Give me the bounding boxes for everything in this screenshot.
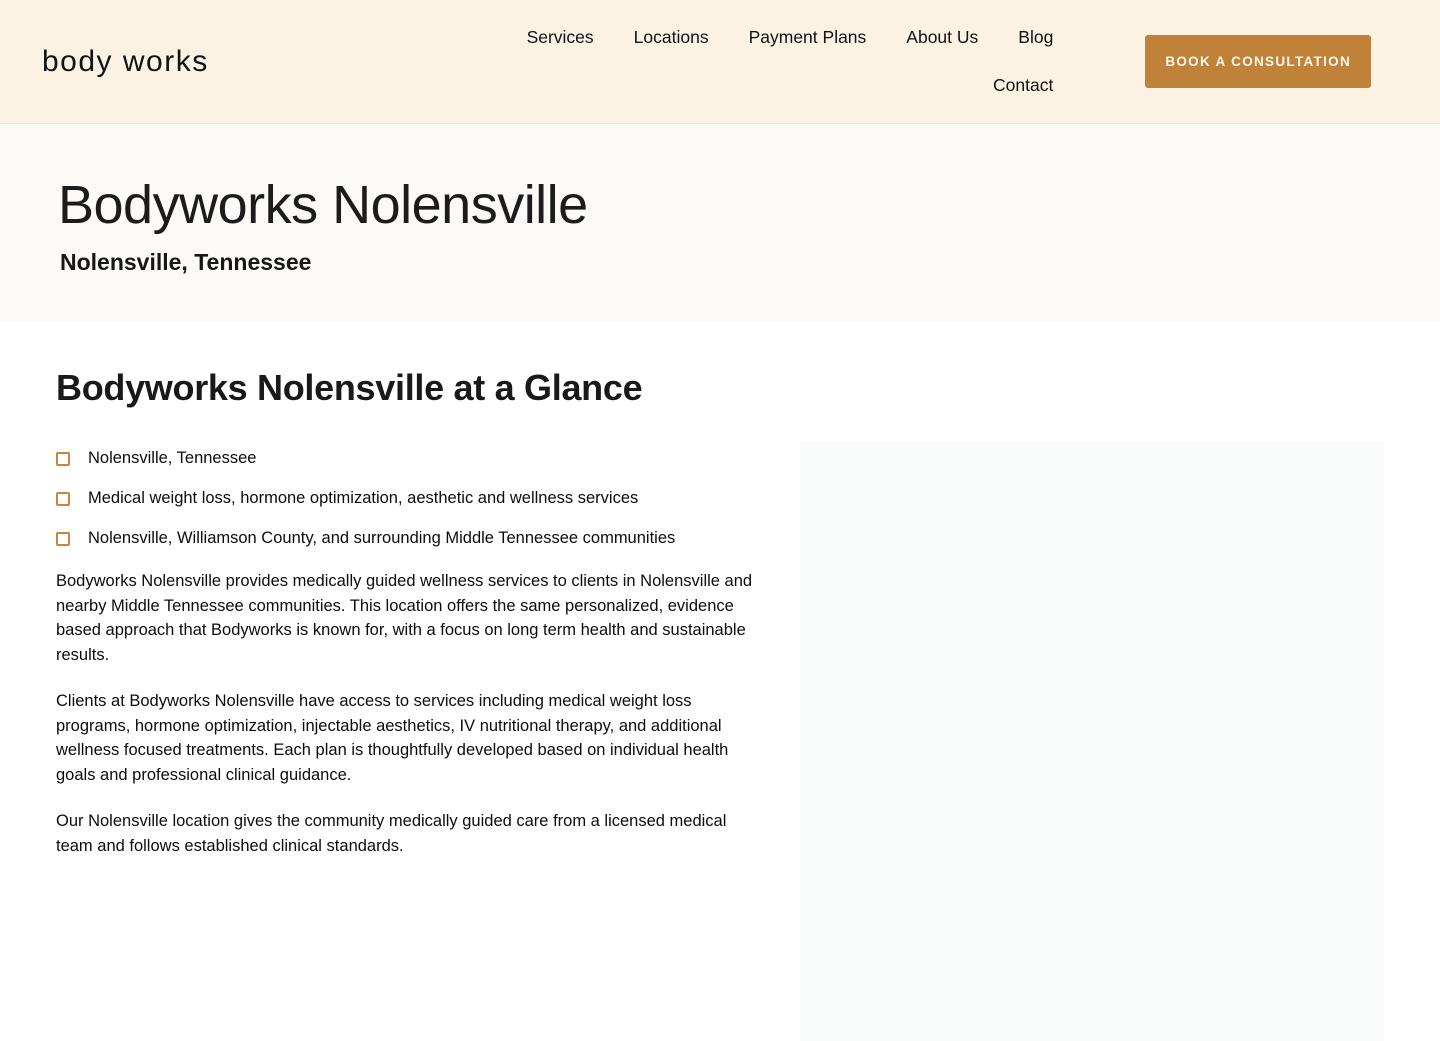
- description-text: [56, 569, 764, 858]
- content-columns: [56, 441, 1384, 1041]
- text-column: [56, 441, 764, 1041]
- nav-item-about-us[interactable]: About Us: [906, 27, 979, 47]
- list-item: [56, 489, 764, 508]
- list-item: [56, 529, 764, 548]
- nav-item-contact[interactable]: Contact: [993, 75, 1054, 95]
- paragraph: Clients at Bodyworks Nolensville have access to services including medical weight loss programs, hormone optimization, injectable aesthetics, IV nutritional therapy, and additional wellness focused treatments. Each plan is thoughtfully developed based on individual health goals and professional clinical guidance.: [56, 692, 729, 784]
- nav-item-locations[interactable]: Locations: [633, 27, 709, 47]
- paragraph: Bodyworks Nolensville provides medically guided wellness services to clients in Nolensville and nearby Middle Tennessee communities. This location offers the same personalized, evidence based approach that Bodyworks is known for, with a focus on long term health and sustainable results.: [56, 572, 753, 664]
- checkbox-icon: [56, 532, 70, 546]
- nav-item-payment-plans[interactable]: Payment Plans: [748, 27, 867, 47]
- paragraph: Our Nolensville location gives the community medically guided care from a licensed medical team and follows established clinical standards.: [56, 812, 727, 855]
- list-item-label: Nolensville, Tennessee: [88, 449, 257, 468]
- checkbox-icon: [56, 452, 70, 466]
- list-item-label: Nolensville, Williamson County, and surrounding Middle Tennessee communities: [88, 529, 676, 548]
- list-item: [56, 449, 764, 468]
- main-nav: [513, 27, 1053, 96]
- glance-section: [0, 322, 1440, 1041]
- hero-section: [0, 124, 1440, 322]
- highlight-list: [56, 449, 764, 548]
- book-consultation-button[interactable]: BOOK A CONSULTATION: [1145, 35, 1371, 88]
- checkbox-icon: [56, 492, 70, 506]
- site-header: [0, 0, 1440, 124]
- section-heading: Bodyworks Nolensville at a Glance: [56, 367, 643, 408]
- nav-item-blog[interactable]: Blog: [1018, 27, 1054, 47]
- location-image-placeholder: [800, 441, 1384, 1041]
- logo[interactable]: body works: [42, 44, 209, 78]
- page-title: Bodyworks Nolensville: [58, 175, 588, 235]
- list-item-label: Medical weight loss, hormone optimization, aesthetic and wellness services: [88, 489, 639, 508]
- page-subtitle: Nolensville, Tennessee: [60, 249, 312, 276]
- nav-item-services[interactable]: Services: [526, 27, 594, 47]
